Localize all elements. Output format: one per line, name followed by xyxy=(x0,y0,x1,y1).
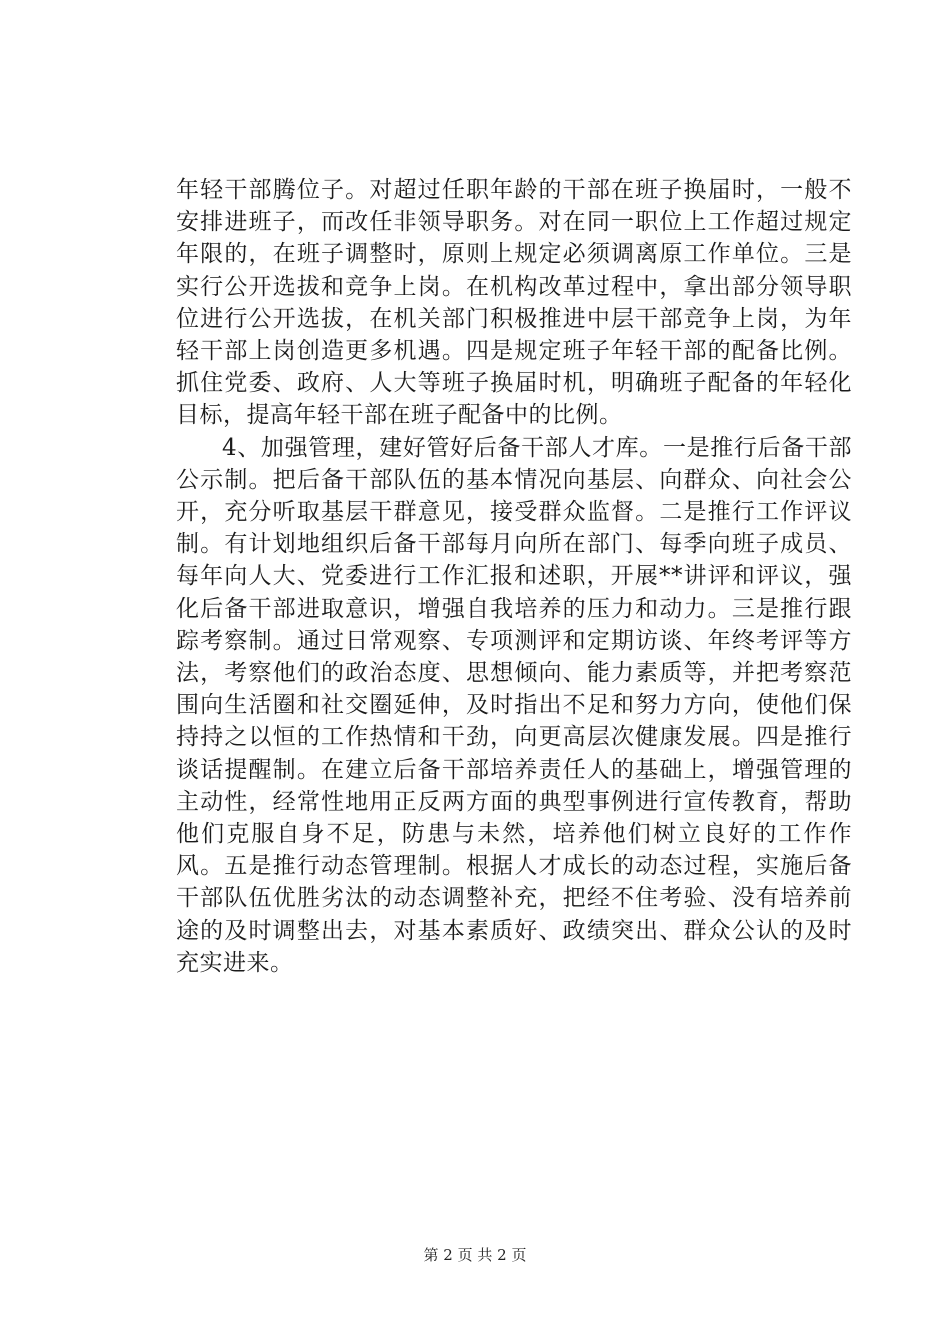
paragraph-2: 4、加强管理，建好管好后备干部人才库。一是推行后备干部公示制。把后备干部队伍的基本情况向基层、向群众、向社会公开，充分听取基层干群意见，接受群众监督。二是推行工作评议制。有计划地组织后备干部每月向所在部门、每季向班子成员、每年向人大、党委进行工作汇报和述职，开展**讲评和评议，强化后备干部进取意识，增强自我培养的压力和动力。三是推行跟踪考察制。通过日常观察、专项测评和定期访谈、年终考评等方法，考察他们的政治态度、思想倾向、能力素质等，并把考察范围向生活圈和社交圈延伸，及时指出不足和努力方向，使他们保持持之以恒的工作热情和干劲，向更高层次健康发展。四是推行谈话提醒制。在建立后备干部培养责任人的基础上，增强管理的主动性，经常性地用正反两方面的典型事例进行宣传教育，帮助他们克服自身不足，防患与未然，培养他们树立良好的工作作风。五是推行动态管理制。根据人才成长的动态过程，实施后备干部队伍优胜劣汰的动态调整补充，把经不住考验、没有培养前途的及时调整出去，对基本素质好、政绩突出、群众公认的及时充实进来。 xyxy=(176,434,852,976)
page-footer: 第 2 页 共 2 页 xyxy=(423,1246,527,1264)
document-body xyxy=(176,174,852,979)
paragraph-1: 年轻干部腾位子。对超过任职年龄的干部在班子换届时，一般不安排进班子，而改任非领导职务。对在同一职位上工作超过规定年限的，在班子调整时，原则上规定必须调离原工作单位。三是实行公开选拔和竞争上岗。在机构改革过程中，拿出部分领导职位进行公开选拔，在机关部门积极推进中层干部竞争上岗，为年轻干部上岗创造更多机遇。四是规定班子年轻干部的配备比例。抓住党委、政府、人大等班子换届时机，明确班子配备的年轻化目标，提高年轻干部在班子配备中的比例。 xyxy=(176,177,852,429)
